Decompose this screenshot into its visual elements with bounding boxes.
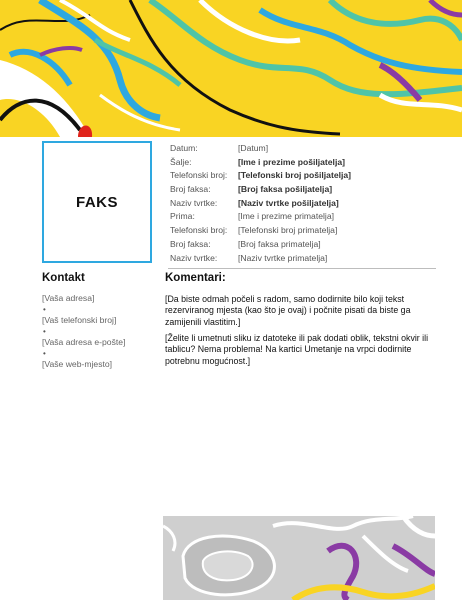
decorative-footer-art xyxy=(163,516,435,600)
field-label: Šalje: xyxy=(170,156,192,167)
comments-heading: Komentari: xyxy=(165,272,226,284)
field-value-recipient-fax[interactable]: [Broj faksa primatelja] xyxy=(238,238,321,249)
contact-list xyxy=(42,293,125,370)
contact-heading: Kontakt xyxy=(42,272,85,284)
comments-paragraph-2[interactable]: [Želite li umetnuti sliku iz datoteke ili pak dodati oblik, tekstni okvir ili tablicu? Nema problema! Na kartici Umetanje na vrpci dodirnite potrebnu mogućnost.] xyxy=(165,333,429,366)
field-value-recipient-phone[interactable]: [Telefonski broj primatelja] xyxy=(238,225,338,236)
field-label: Telefonski broj: xyxy=(170,170,228,181)
page-title[interactable]: FAKS xyxy=(75,193,118,211)
field-value-date[interactable]: [Datum] xyxy=(238,143,269,153)
field-label: Naziv tvrtke: xyxy=(170,197,218,208)
field-value-sender-company[interactable]: [Naziv tvrtke pošiljatelja] xyxy=(238,197,339,208)
field-label: Prima: xyxy=(170,211,195,222)
contact-separator: • xyxy=(43,305,46,314)
field-value-sender-name[interactable]: [Ime i prezime pošiljatelja] xyxy=(238,156,345,167)
field-label: Datum: xyxy=(170,143,198,153)
field-value-sender-fax[interactable]: [Broj faksa pošiljatelja] xyxy=(238,184,333,195)
contact-address[interactable]: [Vaša adresa] xyxy=(42,293,95,303)
field-label: Naziv tvrtke: xyxy=(170,252,218,263)
contact-phone[interactable]: [Vaš telefonski broj] xyxy=(42,315,117,325)
contact-web[interactable]: [Vaše web-mjesto] xyxy=(42,359,113,369)
contact-email[interactable]: [Vaša adresa e-pošte] xyxy=(42,337,126,347)
field-label: Telefonski broj: xyxy=(170,225,228,236)
field-label: Broj faksa: xyxy=(170,238,211,249)
comments-paragraph-1[interactable]: [Da biste odmah počeli s radom, samo dodirnite bilo koji tekst rezerviranog mjesta (kao što je ovaj) i počnite pisati da biste ga zamijenili vlastitim.] xyxy=(165,294,411,327)
contact-separator: • xyxy=(43,349,46,358)
contact-separator: • xyxy=(43,327,46,336)
field-value-sender-phone[interactable]: [Telefonski broj pošiljatelja] xyxy=(238,170,352,181)
field-value-recipient-name[interactable]: [Ime i prezime primatelja] xyxy=(238,211,334,222)
title-box xyxy=(42,141,152,263)
decorative-banner xyxy=(0,0,462,137)
field-label: Broj faksa: xyxy=(170,184,211,195)
field-value-recipient-company[interactable]: [Naziv tvrtke primatelja] xyxy=(238,252,328,263)
section-divider xyxy=(168,268,436,269)
